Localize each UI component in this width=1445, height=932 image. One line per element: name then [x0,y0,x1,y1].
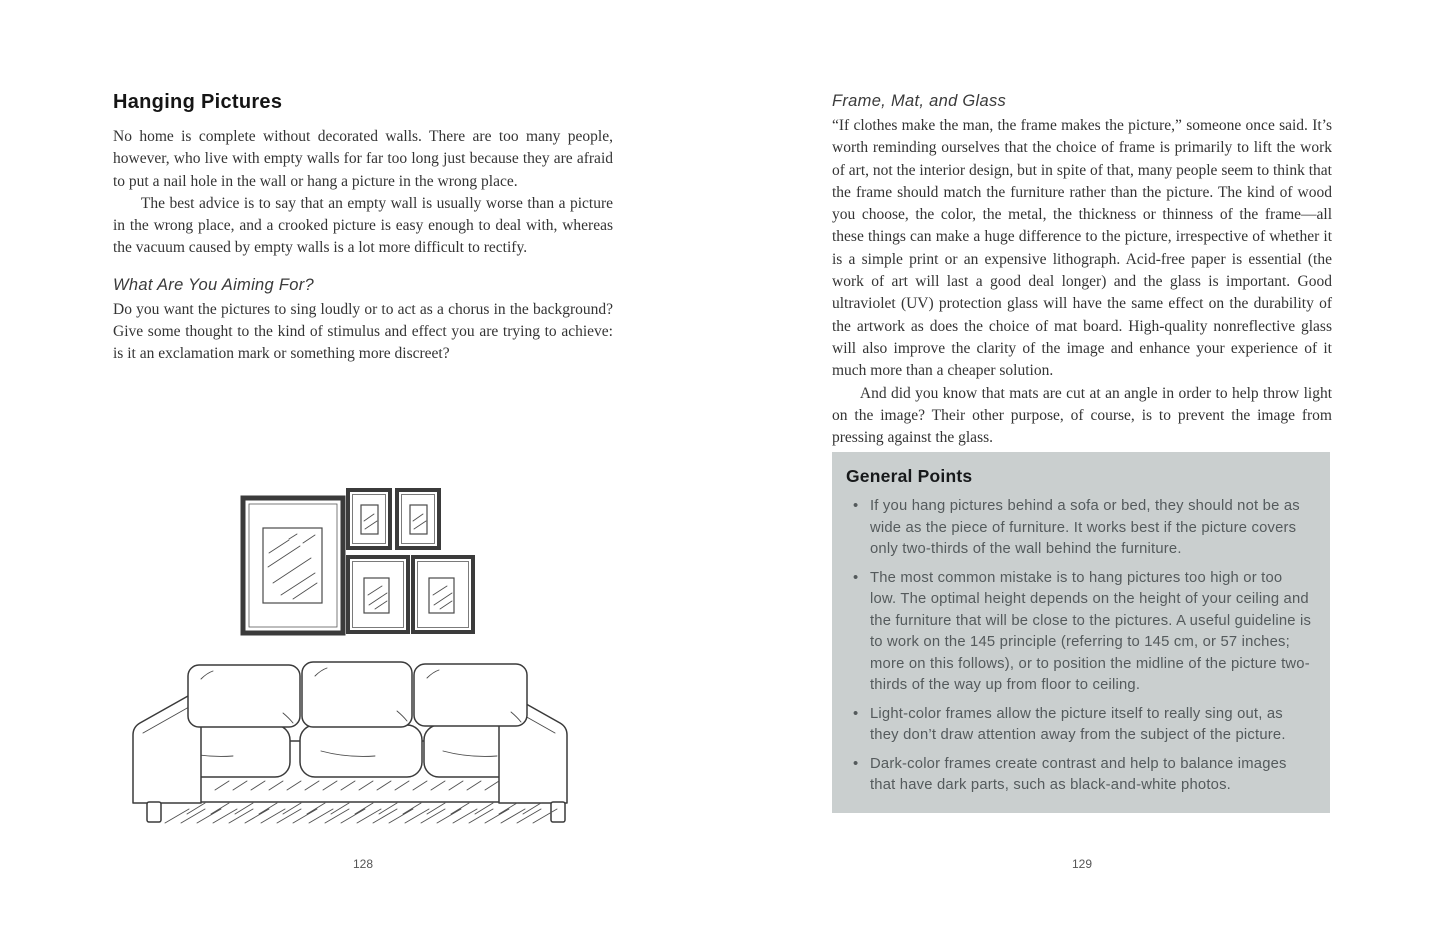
sofa-drawing [133,662,567,823]
right-paragraph-1: “If clothes make the man, the frame makes the picture,” someone once said. It’s worth reminding ourselves that the choice of frame is primarily to lift the work of art, not the interior design, but in spite of that, many people seem to think that the frame should match the furniture rather than the picture. The kind of wood you choose, the color, the metal, the thickness or thinness of the frame—all these things can make a huge difference to the picture, irrespective of whether it is a simple print or an expensive lithograph. Acid-free paper is essential (the work of art will last a good deal longer) and the glass is important. Good ultraviolet (UV) protection glass will have the same effect on the durability of the artwork as does the choice of mat board. High-quality nonreflective glass will also improve the clarity of the image and enhance your experience of it much more than a cheaper solution. [832,117,1332,380]
small-picture-frame-2 [397,490,439,548]
callout-bullet: • If you hang pictures behind a sofa or bed, they should not be as wide as the piece of furniture. It works best if the picture covers only two-thirds of the wall behind the furniture. [846,496,1312,561]
sofa-back-cushions [188,662,527,727]
large-picture-frame [243,498,343,633]
sofa-gallery-illustration [131,483,601,853]
callout-bullet: • Dark-color frames create contrast and help to balance images that have dark parts, such as black-and-white photos. [846,754,1312,797]
medium-picture-frame-1 [348,557,408,632]
picture-frames-group [243,490,473,633]
page-number-right: 129 [1071,857,1093,871]
left-paragraph-1: No home is complete without decorated walls. There are too many people, however, who live with empty walls for far too long just because they are afraid to put a nail hole in the wall or hang a picture in the wrong place. [113,128,613,190]
callout-bullet-list [846,496,1312,797]
callout-bullet: • Light-color frames allow the picture itself to really sing out, as they don’t draw attention away from the subject of the picture. [846,704,1312,747]
page-number-left: 128 [352,857,374,871]
general-points-callout [832,452,1330,813]
left-subheading: What Are You Aiming For? [113,275,315,294]
chapter-title: Hanging Pictures [113,91,283,113]
left-page [113,88,613,871]
right-subheading: Frame, Mat, and Glass [832,92,1007,110]
sofa-seat-cushions [158,725,555,777]
left-paragraph-3: Do you want the pictures to sing loudly or to act as a chorus in the background? Give some thought to the kind of stimulus and effect you are trying to achieve: is it an exclamation mark or something more discreet? [113,300,613,363]
left-paragraph-2: The best advice is to say that an empty wall is usually worse than a picture in the wrong place, and a crooked picture is easy enough to deal with, whereas the vacuum caused by empty walls is a lot more difficult to rectify. [113,194,613,257]
right-paragraph-2: And did you know that mats are cut at an angle in order to help throw light on the image? Their other purpose, of course, is to prevent the image from pressing against the glass. [832,384,1332,447]
callout-title: General Points [846,466,973,486]
callout-bullet: • The most common mistake is to hang pictures too high or too low. The optimal height depends on the height of your ceiling and the furniture that will be close to the pictures. A useful guideline is to work on the 145 principle (referring to 145 cm, or 57 inches; more on this follows), or to position the midline of the picture two-thirds of the way up from floor to ceiling. [846,568,1312,697]
right-page [832,88,1332,871]
small-picture-frame-1 [348,490,390,548]
medium-picture-frame-2 [413,557,473,632]
